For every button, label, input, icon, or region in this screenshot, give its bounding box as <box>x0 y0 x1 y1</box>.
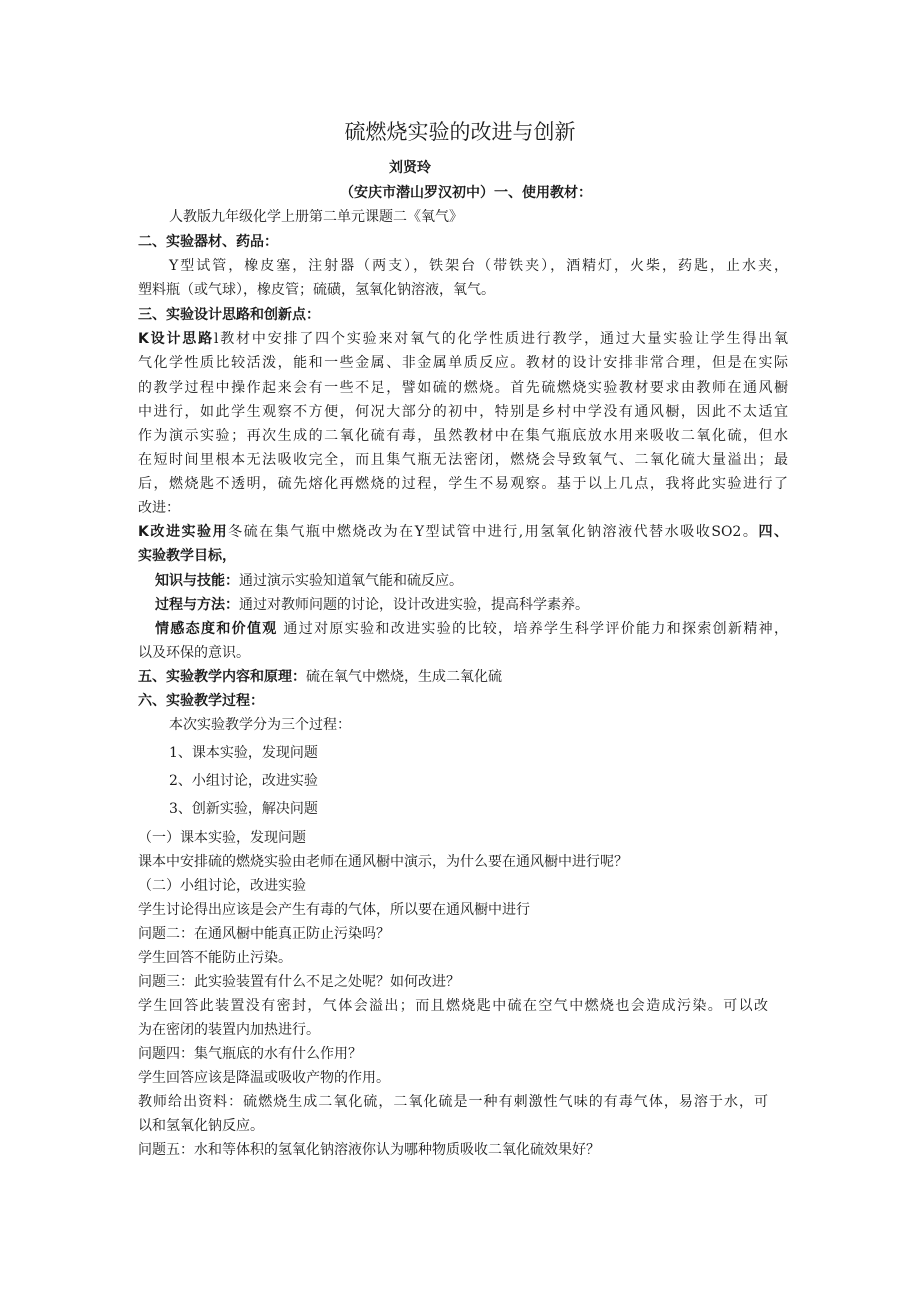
section-5-heading: 五、实验教学内容和原理： <box>138 669 306 685</box>
goal-knowledge-label: 知识与技能： <box>155 573 239 589</box>
section-6-heading: 六、实验教学过程： <box>138 693 264 709</box>
process-step-2: 2、小组讨论，改进实验 <box>169 773 318 789</box>
question-5: 问题五：水和等体积的氢氧化钠溶液你认为哪种物质吸收二氧化硫效果好？ <box>138 1142 600 1158</box>
design-paragraph-line-6: 在短时间里根本无法吸收完全，而且集气瓶无法密闭，燃烧会导致氧气、二氧化硫大量溢出；最 <box>138 452 788 468</box>
equipment-line-2: 塑料瓶（或气球），橡皮管；硫磺，氢氧化钠溶液，氧气。 <box>138 282 495 298</box>
goal-process: 过程与方法：通过对教师问题的讨论，设计改进实验，提高科学素养。 <box>155 597 589 613</box>
design-paragraph-line-5: 作为演示实验；再次生成的二氧化硫有毒，虽然教材中在集气瓶底放水用来吸收二氧化硫，但水 <box>138 428 788 444</box>
design-paragraph-line-1: K设计思路l教材中安排了四个实验来对氧气的化学性质进行教学，通过大量实验让学生得出氧 <box>138 331 788 347</box>
author-name: 刘贤玲 <box>389 160 431 176</box>
question-3: 问题三：此实验装置有什么不足之处呢？如何改进？ <box>138 974 460 990</box>
design-label: K设计思路 <box>138 331 214 347</box>
question-2: 问题二：在通风橱中能真正防止污染吗？ <box>138 926 390 942</box>
section-3-heading: 三、实验设计思路和创新点： <box>138 307 320 323</box>
goal-knowledge: 知识与技能：通过演示实验知道氧气能和硫反应。 <box>155 573 463 589</box>
part-2-heading: （二）小组讨论，改进实验 <box>138 878 306 894</box>
goal-process-label: 过程与方法： <box>155 597 239 613</box>
question-3-answer-line-1: 学生回答此装置没有密封，气体会溢出；而且燃烧匙中硫在空气中燃烧也会造成污染。可以改 <box>138 998 768 1014</box>
question-3-answer-line-2: 为在密闭的装置内加热进行。 <box>138 1022 320 1038</box>
process-step-3: 3、创新实验，解决问题 <box>169 801 318 817</box>
equipment-line-1: Y型试管，橡皮塞，注射器（两支），铁架台（带铁夹），酒精灯，火柴，药匙，止水夹， <box>169 258 788 274</box>
question-1-answer: 学生讨论得出应该是会产生有毒的气体，所以要在通风橱中进行 <box>138 902 530 918</box>
section-2-heading: 二、实验器材、药品： <box>138 234 278 250</box>
process-step-1: 1、课本实验，发现问题 <box>169 745 318 761</box>
goal-attitude-label: 情感态度和价值观 <box>155 621 278 637</box>
section-4-heading: 实验教学目标， <box>138 548 236 564</box>
document-title: 硫燃烧实验的改进与创新 <box>344 120 576 144</box>
improvement-line: K改进实验用冬硫在集气瓶中燃烧改为在Y型试管中进行,用氢氧化钠溶液代替水吸收SO2。四、 <box>138 524 789 540</box>
design-paragraph-line-2: 气化学性质比较活泼，能和一些金属、非金属单质反应。教材的设计安排非常合理，但是在实际 <box>138 355 788 371</box>
design-paragraph-line-3: 的教学过程中操作起来会有一些不足，譬如硫的燃烧。首先硫燃烧实验教材要求由教师在通风橱 <box>138 380 788 396</box>
goal-attitude-line-2: 以及环保的意识。 <box>138 645 250 661</box>
design-paragraph-line-8: 改进： <box>138 500 180 516</box>
part-1-heading: （一）课本实验，发现问题 <box>138 830 306 846</box>
question-2-answer: 学生回答不能防止污染。 <box>138 950 292 966</box>
teacher-material-line-2: 以和氢氧化钠反应。 <box>138 1118 264 1134</box>
design-paragraph-line-7: 后，燃烧匙不透明，硫先熔化再燃烧的过程，学生不易观察。基于以上几点，我将此实验进行了 <box>138 476 788 492</box>
section-4-number: 四、 <box>758 524 789 540</box>
goal-attitude: 情感态度和价值观 通过对原实验和改进实验的比较，培养学生科学评价能力和探索创新精神， <box>155 621 789 637</box>
improvement-label: K改进实验用 <box>138 524 229 540</box>
design-paragraph-line-4: 中进行，如此学生观察不方便，何况大部分的初中，特别是乡村中学没有通风橱，因此不太适宜 <box>138 404 788 420</box>
textbook-line: 人教版九年级化学上册第二单元课题二《氧气》 <box>169 209 463 225</box>
school-and-section-1-heading: （安庆市潜山罗汉初中）一、使用教材： <box>340 185 592 201</box>
teacher-material-line-1: 教师给出资料：硫燃烧生成二氧化硫，二氧化硫是一种有刺激性气味的有毒气体，易溶于水，可 <box>138 1094 768 1110</box>
part-1-text: 课本中安排硫的燃烧实验由老师在通风橱中演示，为什么要在通风橱中进行呢？ <box>138 854 628 870</box>
question-4: 问题四：集气瓶底的水有什么作用？ <box>138 1046 362 1062</box>
question-4-answer: 学生回答应该是降温或吸收产物的作用。 <box>138 1070 390 1086</box>
section-5: 五、实验教学内容和原理：硫在氧气中燃烧，生成二氧化硫 <box>138 669 502 685</box>
process-intro: 本次实验教学分为三个过程： <box>169 717 351 733</box>
